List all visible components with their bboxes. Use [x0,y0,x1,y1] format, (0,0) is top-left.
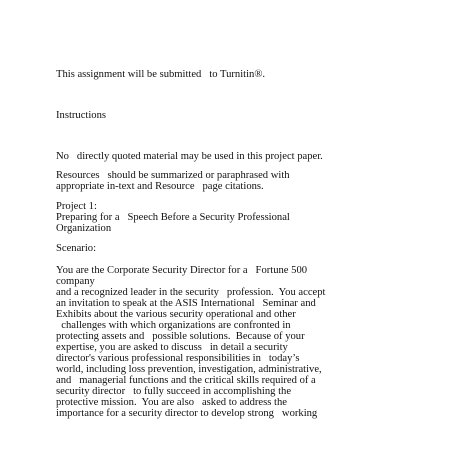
scenario-line: protecting assets and possible solutions. Because of your [56,331,305,342]
scenario-line: You are the Corporate Security Director for a Fortune 500 [56,265,308,276]
scenario-line: security director to fully succeed in accomplishing the [56,386,292,397]
scenario-line: director's various professional responsibilities in today’s [56,353,300,364]
scenario-line: and managerial functions and the critical skills required of a [56,375,316,386]
project-label: Project 1: [56,201,97,212]
resources-rule-line-2: appropriate in-text and Resource page citations. [56,181,264,192]
scenario-line: expertise, you are asked to discuss in detail a security [56,342,288,353]
scenario-heading: Scenario: [56,243,97,254]
scenario-line: Exhibits about the various security operational and other [56,309,296,320]
project-title-line-1: Preparing for a Speech Before a Security Professional [56,212,290,223]
scenario-line: importance for a security director to develop strong working [56,408,318,419]
scenario-line: challenges with which organizations are confronted in [56,320,291,331]
resources-rule-line-1: Resources should be summarized or paraphrased with [56,170,290,181]
instructions-heading: Instructions [56,110,107,121]
project-title-line-2: Organization [56,223,112,234]
scenario-line: world, including loss prevention, investigation, administrative, [56,364,322,375]
scenario-line: company [56,276,95,287]
scenario-line: and a recognized leader in the security profession. You accept [56,287,326,298]
scenario-line: protective mission. You are also asked to address the [56,397,287,408]
turnitin-note: This assignment will be submitted to Turnitin®. [56,69,266,80]
quoted-material-rule: No directly quoted material may be used in this project paper. [56,151,323,162]
scenario-line: an invitation to speak at the ASIS International Seminar and [56,298,316,309]
